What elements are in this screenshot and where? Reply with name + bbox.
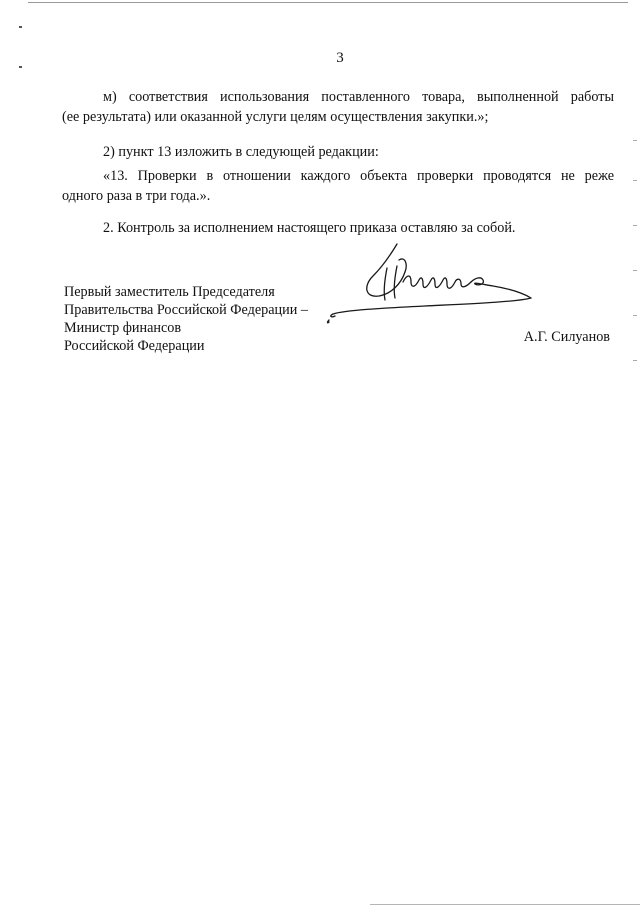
paragraph-item-13 xyxy=(62,166,614,206)
paragraph-text: м) соответствия использования поставленного товара, выполненной работы xyxy=(103,89,614,105)
paragraph-text: «13. Проверки в отношении каждого объекта проверки проводятся не реже xyxy=(103,168,614,184)
signatory-title-line: Правительства Российской Федерации – xyxy=(64,302,308,318)
paragraph-text: 2) пункт 13 изложить в следующей редакции: xyxy=(103,144,379,160)
scan-mark xyxy=(19,26,22,28)
signatory-title-line: Министр финансов xyxy=(64,320,182,336)
paragraph-item-m xyxy=(62,87,614,127)
page-number: 3 xyxy=(336,50,344,66)
paragraph-point-2 xyxy=(62,142,614,162)
handwritten-signature xyxy=(325,238,545,324)
paragraph-control xyxy=(62,218,614,238)
signatory-title-line: Первый заместитель Председателя xyxy=(64,284,275,300)
signatory-title xyxy=(64,283,308,355)
signer-name: А.Г. Силуанов xyxy=(523,329,610,345)
paragraph-text: 2. Контроль за исполнением настоящего приказа оставляю за собой. xyxy=(103,220,516,236)
paragraph-text: (ее результата) или оказанной услуги целям осуществления закупки.»; xyxy=(62,109,489,125)
scan-edge-ticks xyxy=(631,140,637,400)
paragraph-text: одного раза в три года.». xyxy=(62,188,211,204)
signatory-title-line: Российской Федерации xyxy=(64,338,205,354)
scan-edge-line xyxy=(28,2,628,3)
